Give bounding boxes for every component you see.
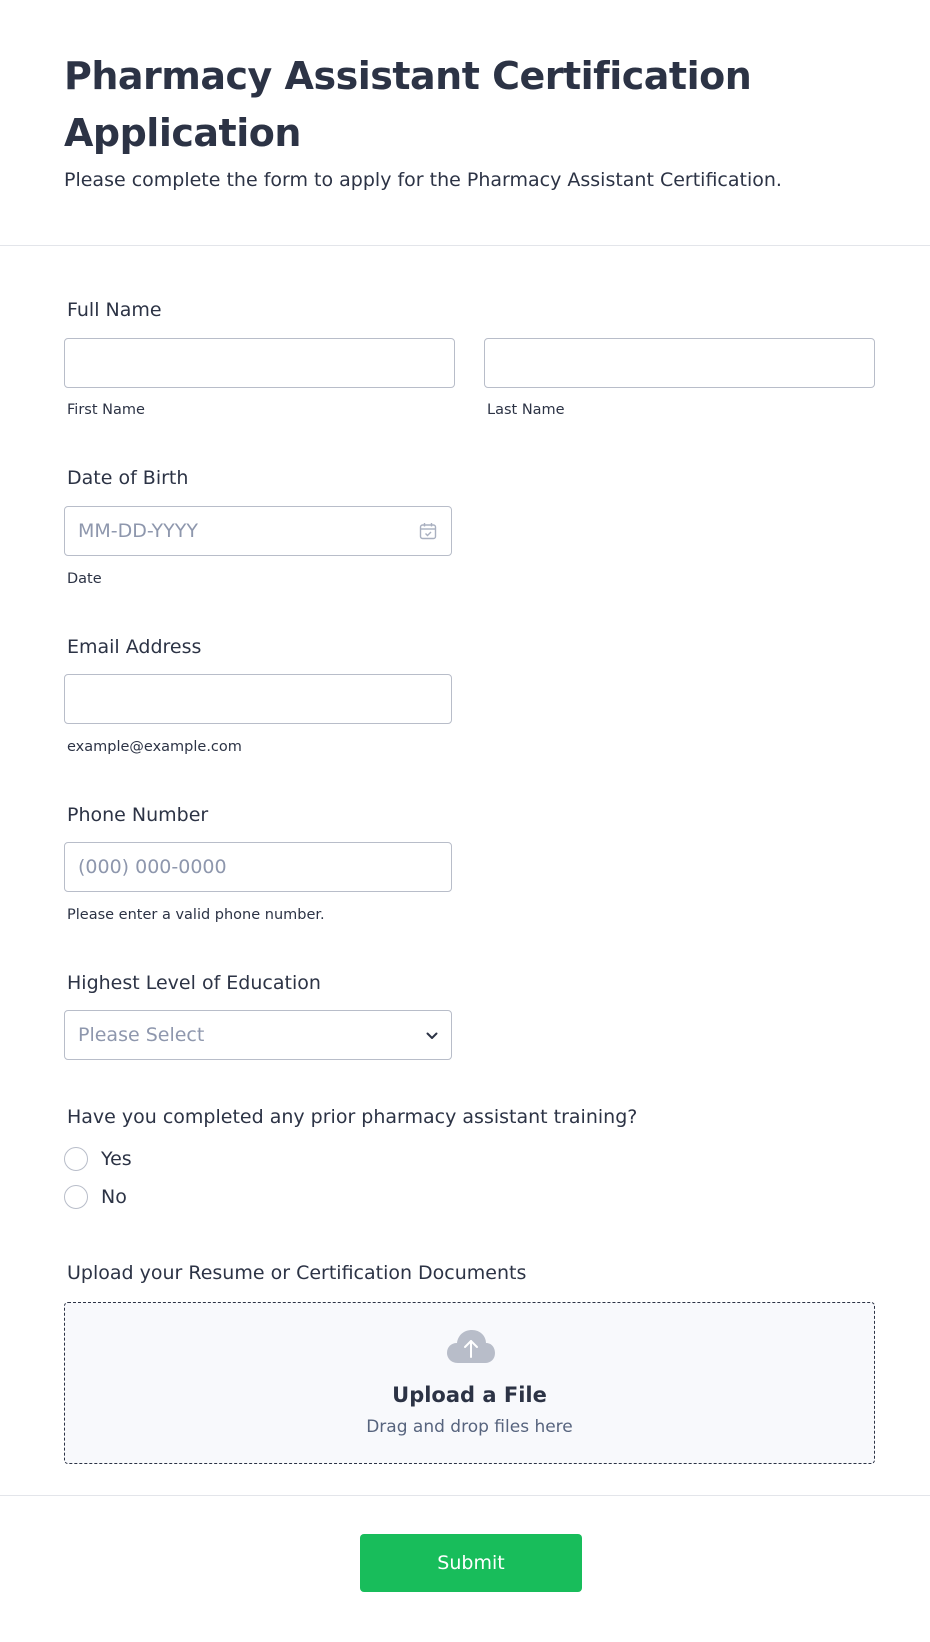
form-title: Pharmacy Assistant Certification Application (64, 54, 752, 155)
dob-input[interactable] (64, 506, 452, 556)
email-sublabel: example@example.com (67, 739, 242, 755)
first-name-sublabel: First Name (67, 402, 145, 418)
dob-sublabel: Date (67, 571, 102, 587)
dob-label: Date of Birth (67, 467, 189, 489)
cloud-upload-icon (446, 1329, 496, 1365)
last-name-input[interactable] (484, 338, 875, 388)
radio-label-no: No (101, 1186, 127, 1208)
phone-sublabel: Please enter a valid phone number. (67, 907, 325, 923)
upload-label: Upload your Resume or Certification Documents (67, 1262, 527, 1284)
upload-title: Upload a File (392, 1383, 547, 1407)
chevron-down-icon (425, 1029, 439, 1043)
full-name-label: Full Name (67, 299, 162, 321)
training-label: Have you completed any prior pharmacy assistant training? (67, 1106, 638, 1128)
phone-label: Phone Number (67, 804, 209, 826)
radio-label-yes: Yes (101, 1148, 132, 1170)
phone-input[interactable] (64, 842, 452, 892)
submit-button[interactable]: Submit (360, 1534, 582, 1592)
first-name-input[interactable] (64, 338, 455, 388)
form-subtitle: Please complete the form to apply for the Pharmacy Assistant Certification. (64, 169, 782, 191)
education-label: Highest Level of Education (67, 972, 321, 994)
radio-button-no[interactable] (64, 1185, 88, 1209)
form-header (0, 0, 930, 246)
education-selected: Please Select (78, 1024, 205, 1046)
radio-button-yes[interactable] (64, 1147, 88, 1171)
calendar-icon[interactable] (419, 522, 437, 540)
phone-placeholder: (000) 000-0000 (78, 856, 227, 878)
upload-subtitle: Drag and drop files here (366, 1417, 573, 1437)
file-upload-dropzone[interactable] (64, 1302, 875, 1464)
education-select[interactable] (64, 1010, 452, 1060)
dob-placeholder: MM-DD-YYYY (78, 520, 198, 542)
footer-divider (0, 1495, 930, 1496)
last-name-sublabel: Last Name (487, 402, 565, 418)
email-input[interactable] (64, 674, 452, 724)
email-label: Email Address (67, 636, 202, 658)
